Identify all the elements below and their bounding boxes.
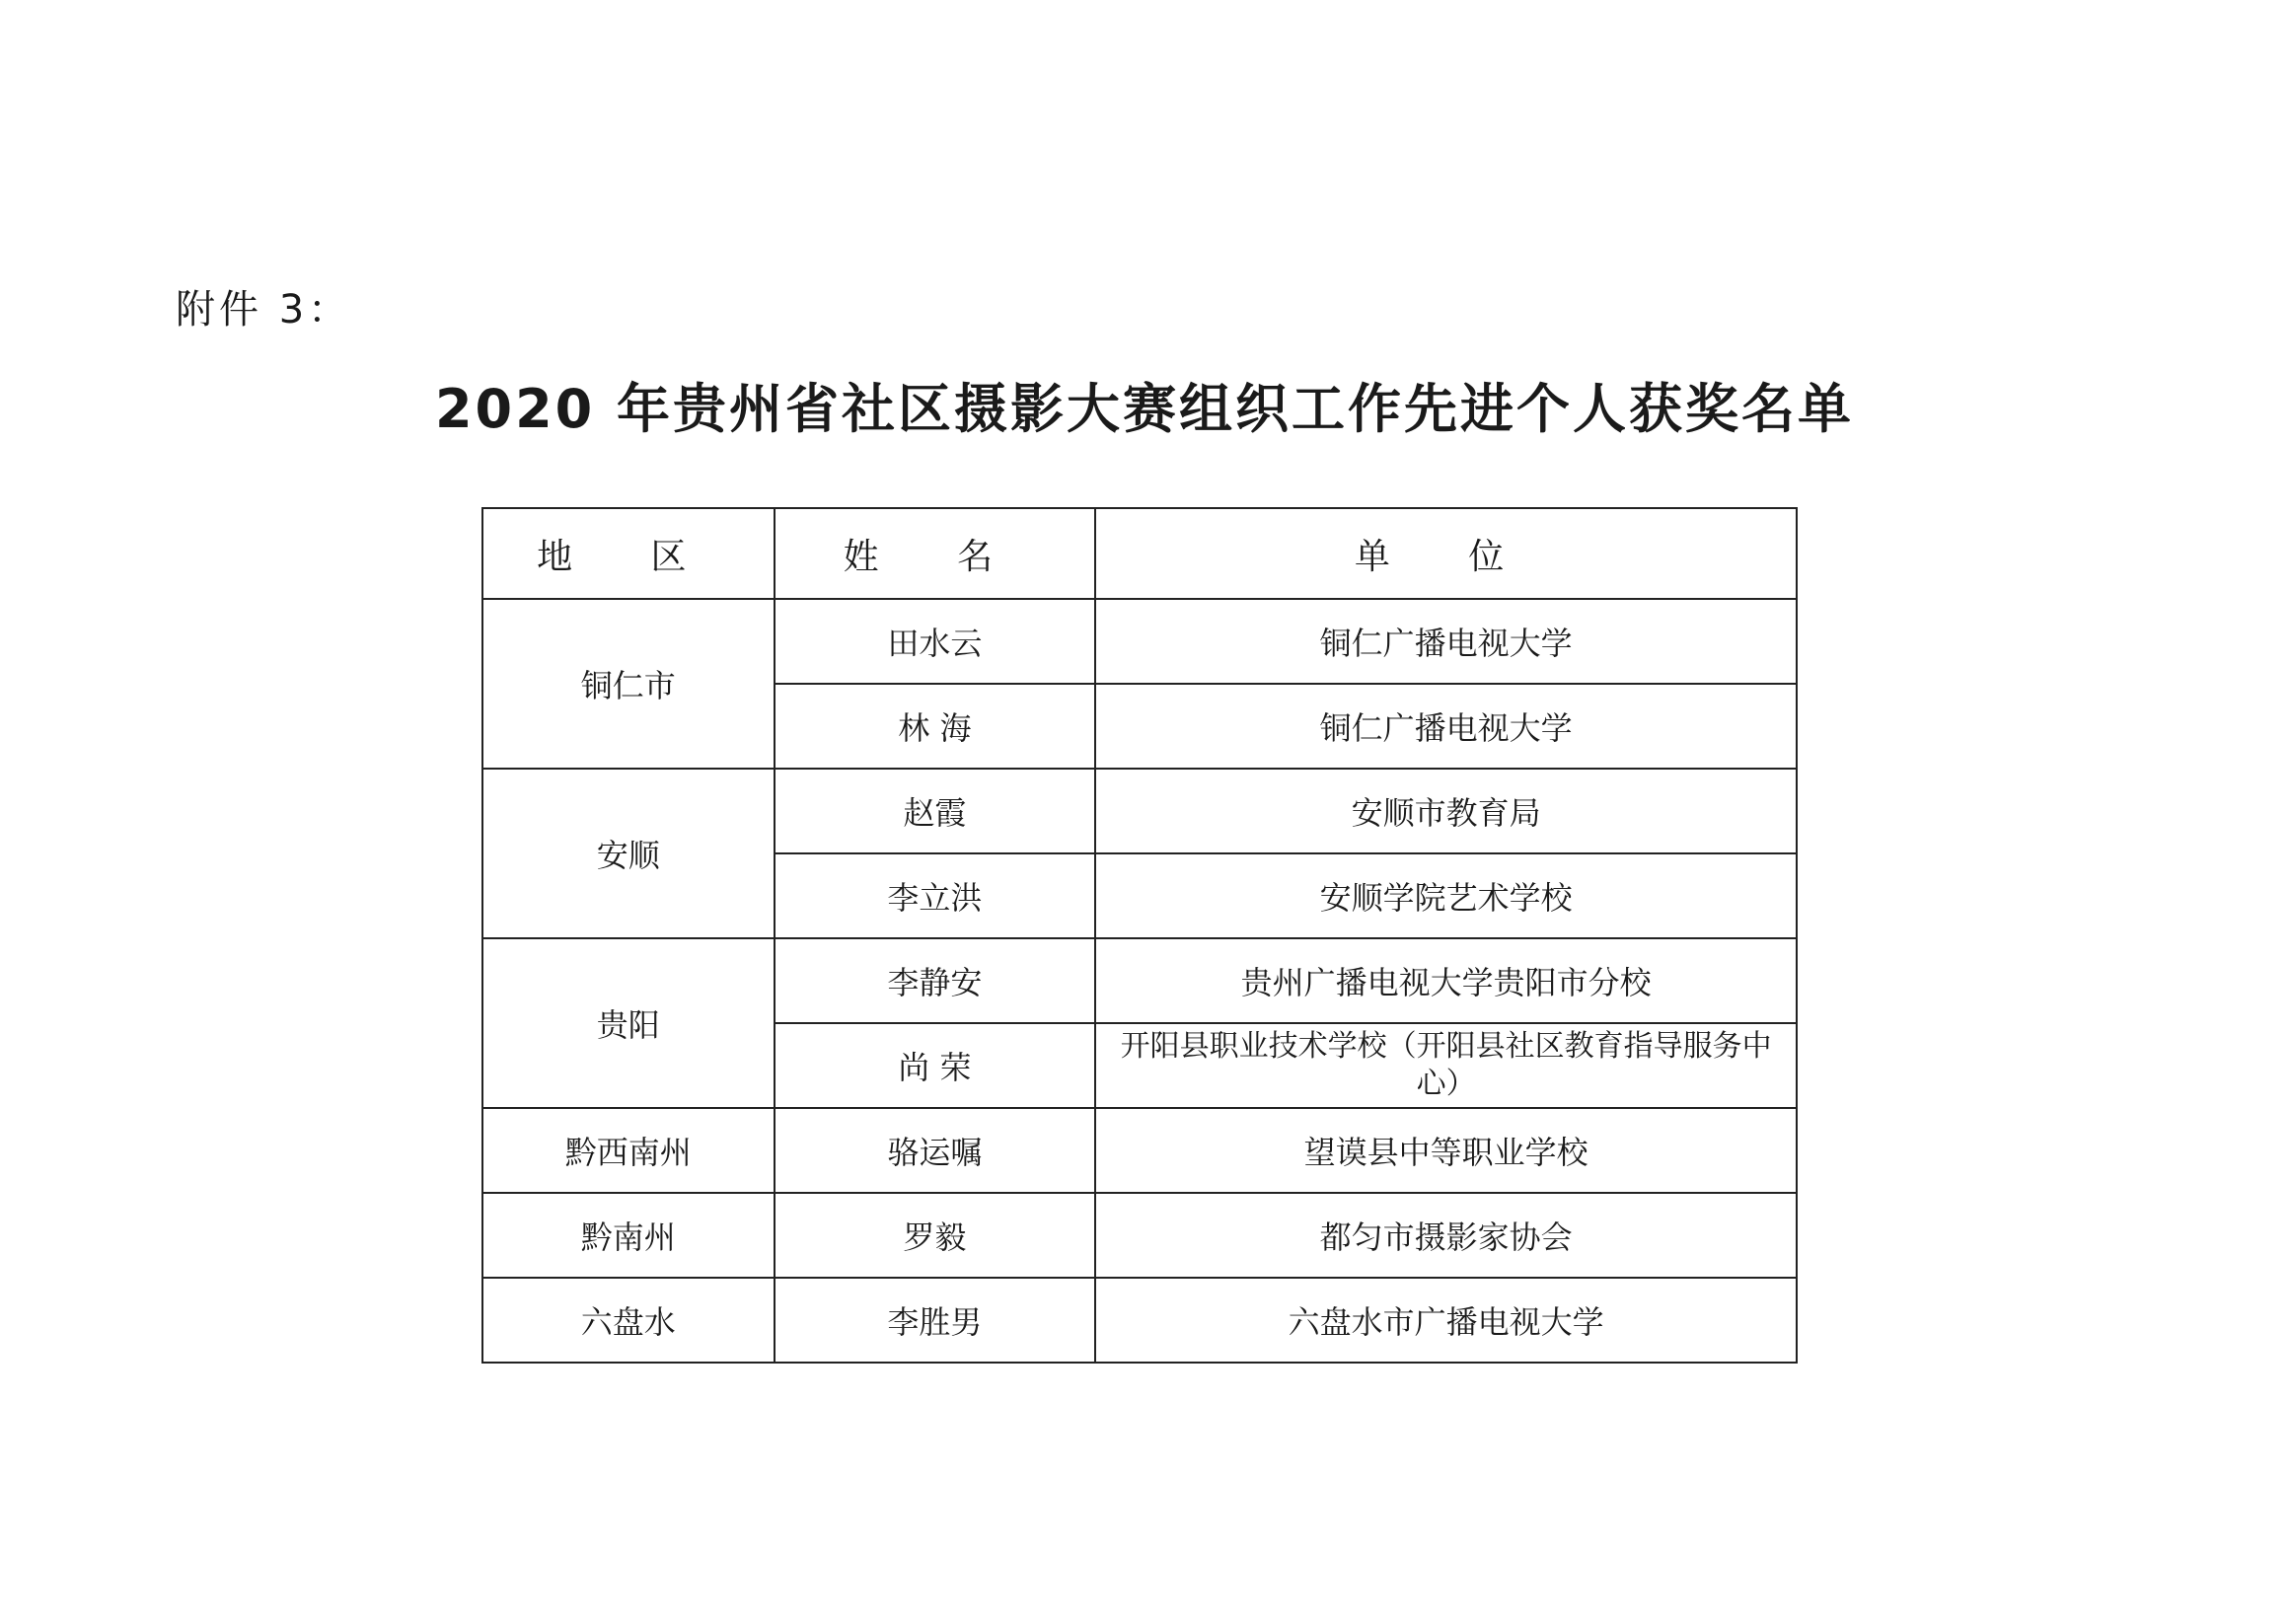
award-table [481, 507, 1798, 1364]
name-cell: 尚 荣 [775, 1023, 1096, 1108]
name-cell: 林 海 [775, 684, 1096, 769]
unit-cell: 安顺市教育局 [1095, 769, 1797, 853]
name-cell: 李静安 [775, 938, 1096, 1023]
unit-cell: 铜仁广播电视大学 [1095, 599, 1797, 684]
region-cell: 安顺 [482, 769, 775, 938]
table-row [482, 1278, 1797, 1363]
header-region: 地 区 [482, 508, 775, 599]
region-cell: 六盘水 [482, 1278, 775, 1363]
region-cell: 贵阳 [482, 938, 775, 1108]
region-cell: 黔南州 [482, 1193, 775, 1278]
unit-cell: 都匀市摄影家协会 [1095, 1193, 1797, 1278]
table-row [482, 769, 1797, 853]
name-cell: 李胜男 [775, 1278, 1096, 1363]
header-unit: 单 位 [1095, 508, 1797, 599]
attachment-label: 附件 3： [176, 287, 352, 332]
table-row [482, 599, 1797, 684]
document-title: 2020 年贵州省社区摄影大赛组织工作先进个人获奖名单 [434, 378, 1855, 440]
name-cell: 赵霞 [775, 769, 1096, 853]
name-cell: 田水云 [775, 599, 1096, 684]
unit-cell: 六盘水市广播电视大学 [1095, 1278, 1797, 1363]
unit-cell: 安顺学院艺术学校 [1095, 853, 1797, 938]
header-name: 姓 名 [775, 508, 1096, 599]
region-cell: 铜仁市 [482, 599, 775, 769]
unit-cell: 望谟县中等职业学校 [1095, 1108, 1797, 1193]
region-cell: 黔西南州 [482, 1108, 775, 1193]
unit-cell: 铜仁广播电视大学 [1095, 684, 1797, 769]
table-row [482, 938, 1797, 1023]
table-row [482, 1193, 1797, 1278]
table-header-row [482, 508, 1797, 599]
unit-cell: 贵州广播电视大学贵阳市分校 [1095, 938, 1797, 1023]
name-cell: 李立洪 [775, 853, 1096, 938]
name-cell: 罗毅 [775, 1193, 1096, 1278]
name-cell: 骆运嘱 [775, 1108, 1096, 1193]
unit-cell: 开阳县职业技术学校（开阳县社区教育指导服务中心） [1095, 1023, 1797, 1108]
table-row [482, 1108, 1797, 1193]
